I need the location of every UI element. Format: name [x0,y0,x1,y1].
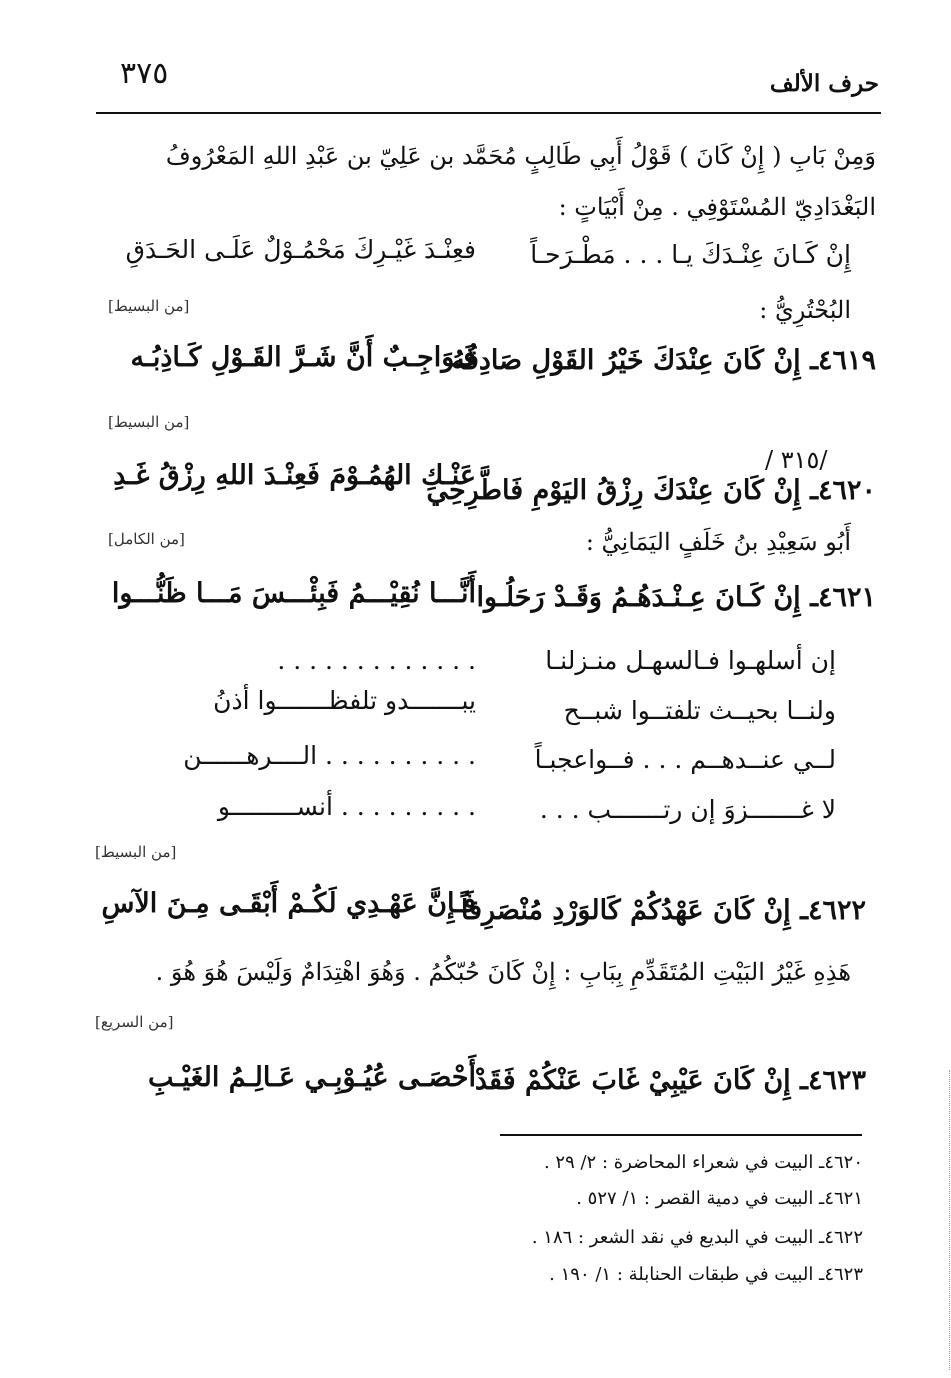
meter-label: [من الكامل] [108,530,185,548]
footnote: ٤٦٢٠ـ البيت في شعراء المحاضرة : ٢/ ٢٩ . [543,1152,863,1173]
fragment-second-hemistich: . . . . . . . . . أنســـــــــو [217,792,476,821]
poet-name: أَبُو سَعِيْدِ بنُ خَلَفٍ اليَمَانِيُّ : [585,528,851,556]
footnote: ٤٦٢١ـ البيت في دمية القصر : ١/ ٥٢٧ . [576,1188,863,1209]
verse-4619-second-hemistich: فَـوَاجِـبٌ أَنَّ شَـرَّ القَـوْلِ كَـاذِبُـه [130,342,476,373]
fragment-first-hemistich: ولنــا بحيــث تلفتــوا شبــح [563,696,836,725]
meter-label: [من البسيط] [108,297,190,315]
header-rule [96,112,881,114]
intro-line-2: البَغْدَادِيّ المُسْتَوْفِي . مِنْ أَبْيَاتٍ : [558,193,876,221]
verse-0-first-hemistich: إِنْ كَـانَ عِنْـدَكَ يـا . . . مَطْـرَحـاً [530,240,851,269]
footnote: ٤٦٢٣ـ البيت في طبقات الحنابلة : ١/ ١٩٠ . [549,1264,863,1285]
chapter-title: حرف الألف [769,70,879,97]
fragment-first-hemistich: لــي عنــدهــم . . . فــواعجبـاً [534,745,836,774]
verse-4620-first-hemistich: ٤٦٢٠ـ إِنْ كَانَ عِنْدَكَ رِزْقُ اليَوْمِ فَاطَّرِحِي [426,475,876,506]
verse-0-second-hemistich: فعِنْـدَ غَيْـرِكَ مَحْمُـوْلٌ عَلَـى الحَـدَقِ [125,235,476,264]
intro-line-1: وَمِنْ بَابِ ( إِنْ كَانَ ) قَوْلُ أَبِي طَالِبٍ مُحَمَّد بن عَلِيّ بن عَبْدِ اللهِ المَعْرُوفُ [165,142,876,170]
verse-4622-note: هَذِهِ غَيْرُ البَيْتِ المُتَقَدِّمِ بِبَابِ : إِنْ كَانَ حُبّكُمُ . وَهُوَ اهْتِدَامٌ وَلَيْسَ هُوَ هُوَ . [155,958,851,986]
fragment-second-hemistich: . . . . . . . . . . . . . [277,646,476,675]
meter-label: [من البسيط] [108,413,190,431]
footnote: ٤٦٢٢ـ البيت في البديع في نقد الشعر : ١٨٦ . [531,1227,863,1248]
footnote-rule [500,1134,862,1136]
source-page-ref: / ٣١٥/ [765,446,828,474]
verse-4621-first-hemistich: ٤٦٢١ـ إِنْ كَـانَ عِـنْـدَهُـمُ وَقَـدْ رَحَلُـوا [476,582,876,613]
verse-4623-second-hemistich: أَحْصَـى عُيُـوْبِـي عَـالِـمُ الغَيْـبِ [148,1062,476,1093]
fragment-second-hemistich: يبـــــــدو تلفظـــــــوا أذنُ [213,686,476,715]
scan-edge-marks [946,1070,950,1370]
fragment-second-hemistich: . . . . . . . . . . الــــرهــــــن [183,741,476,770]
verse-4619-first-hemistich: ٤٦١٩ـ إِنْ كَانَ عِنْدَكَ خَيْرُ القَوْلِ صَادِقُهُ [451,345,876,376]
fragment-first-hemistich: إن أسلهـوا فـالسهـل منـزلنـا [545,646,836,675]
page-number: ٣٧٥ [120,56,169,91]
verse-4622-second-hemistich: فَـإِنَّ عَهْـدِي لَكُـمْ أَبْقَـى مِـنَ الآسِ [101,888,476,919]
meter-label: [من السريع] [95,1013,174,1031]
fragment-first-hemistich: لا غـــــــزوَ إن رتـــــــب . . . [539,795,836,824]
verse-4622-first-hemistich: ٤٦٢٢ـ إِنْ كَانَ عَهْدُكُمْ كَالوَرْدِ مُنْصَرِفاً [460,895,866,926]
verse-4620-second-hemistich: عَنْـكِ الهُمُـوْمَ فَعِنْـدَ اللهِ رِزْقُ غَـدِ [113,460,476,491]
verse-4623-first-hemistich: ٤٦٢٣ـ إِنْ كَانَ عَيْبِيْ غَابَ عَنْكُمْ فَقَدْ [474,1065,866,1096]
verse-4621-second-hemistich: أَنَّـــا نُقِيْـــمُ فَبِئْـــسَ مَـــا ظَنُّـــوا [111,578,476,609]
poet-name: البُحْتُرِيُّ : [759,296,851,324]
meter-label: [من البسيط] [95,843,177,861]
